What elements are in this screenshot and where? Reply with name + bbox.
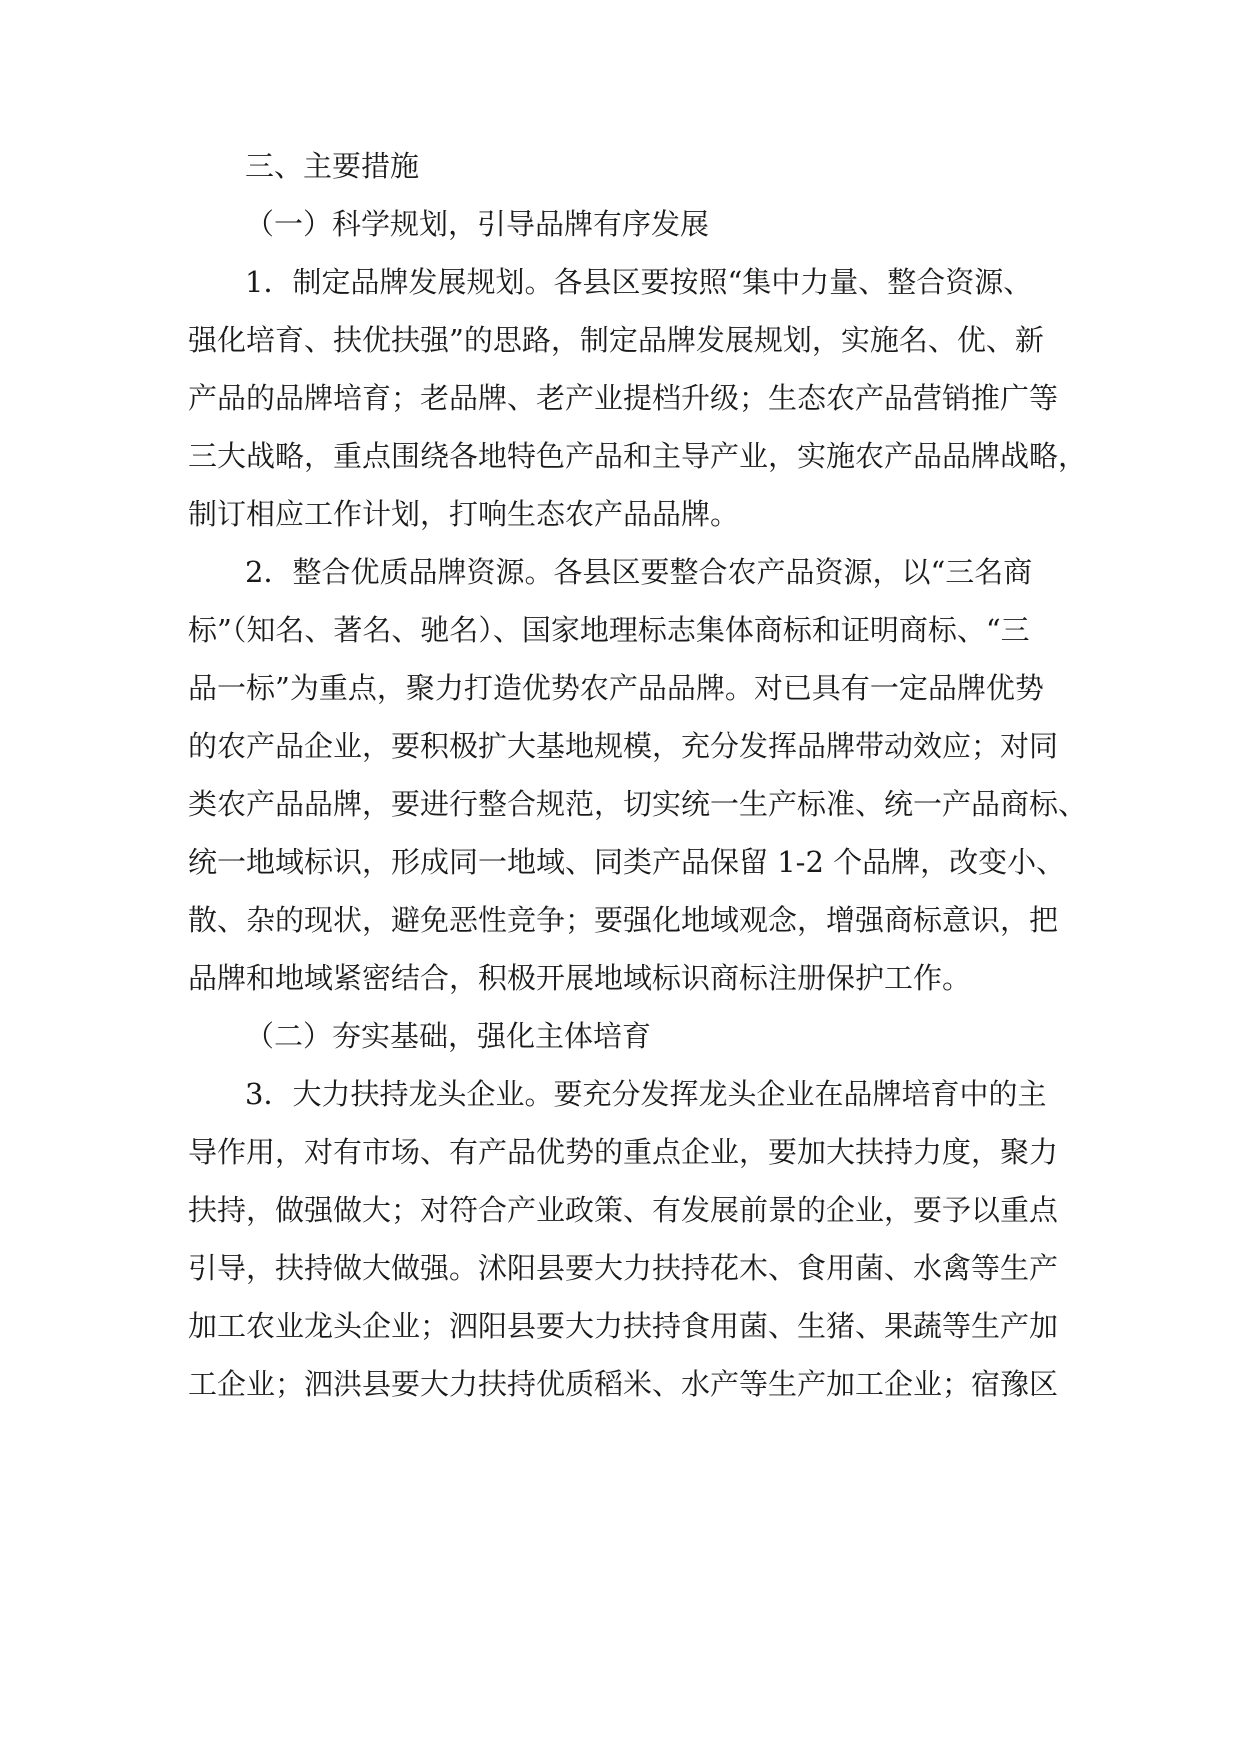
paragraph-line: 3．大力扶持龙头企业。要充分发挥龙头企业在品牌培育中的主 bbox=[245, 1077, 1047, 1111]
paragraph-line: 类农产品品牌，要进行整合规范，切实统一生产标准、统一产品商标、 bbox=[188, 787, 1088, 821]
paragraph-line: 散、杂的现状，避免恶性竞争；要强化地域观念，增强商标意识，把 bbox=[188, 903, 1059, 937]
paragraph-line: 品一标”为重点，聚力打造优势农产品品牌。对已具有一定品牌优势 bbox=[188, 671, 1044, 705]
subsection-heading: （二）夯实基础，强化主体培育 bbox=[245, 1019, 652, 1053]
paragraph-line: 强化培育、扶优扶强”的思路，制定品牌发展规划，实施名、优、新 bbox=[188, 323, 1044, 357]
paragraph-line: 加工农业龙头企业；泗阳县要大力扶持食用菌、生猪、果蔬等生产加 bbox=[188, 1309, 1059, 1343]
paragraph-line: 品牌和地域紧密结合，积极开展地域标识商标注册保护工作。 bbox=[188, 961, 972, 995]
paragraph-line: 的农产品企业，要积极扩大基地规模，充分发挥品牌带动效应；对同 bbox=[188, 729, 1059, 763]
subsection-heading: （一）科学规划，引导品牌有序发展 bbox=[245, 207, 710, 241]
paragraph-line: 引导，扶持做大做强。沭阳县要大力扶持花木、食用菌、水禽等生产 bbox=[188, 1251, 1059, 1285]
paragraph-line: 制订相应工作计划，打响生态农产品品牌。 bbox=[188, 497, 740, 531]
paragraph-line: 三大战略，重点围绕各地特色产品和主导产业，实施农产品品牌战略， bbox=[188, 439, 1088, 473]
paragraph-line: 导作用，对有市场、有产品优势的重点企业，要加大扶持力度，聚力 bbox=[188, 1135, 1059, 1169]
paragraph-line: 2．整合优质品牌资源。各县区要整合农产品资源，以“三名商 bbox=[245, 555, 1033, 589]
paragraph-line: 扶持，做强做大；对符合产业政策、有发展前景的企业，要予以重点 bbox=[188, 1193, 1059, 1227]
section-heading: 三、主要措施 bbox=[245, 149, 420, 183]
paragraph-line: 统一地域标识，形成同一地域、同类产品保留 1-2 个品牌，改变小、 bbox=[188, 845, 1066, 879]
paragraph-line: 产品的品牌培育；老品牌、老产业提档升级；生态农产品营销推广等 bbox=[188, 381, 1059, 415]
paragraph-line: 标”（知名、著名、驰名）、国家地理标志集体商标和证明商标、“三 bbox=[188, 613, 1030, 647]
paragraph-line: 1．制定品牌发展规划。各县区要按照“集中力量、整合资源、 bbox=[245, 265, 1033, 299]
paragraph-line: 工企业；泗洪县要大力扶持优质稻米、水产等生产加工企业；宿豫区 bbox=[188, 1367, 1059, 1401]
